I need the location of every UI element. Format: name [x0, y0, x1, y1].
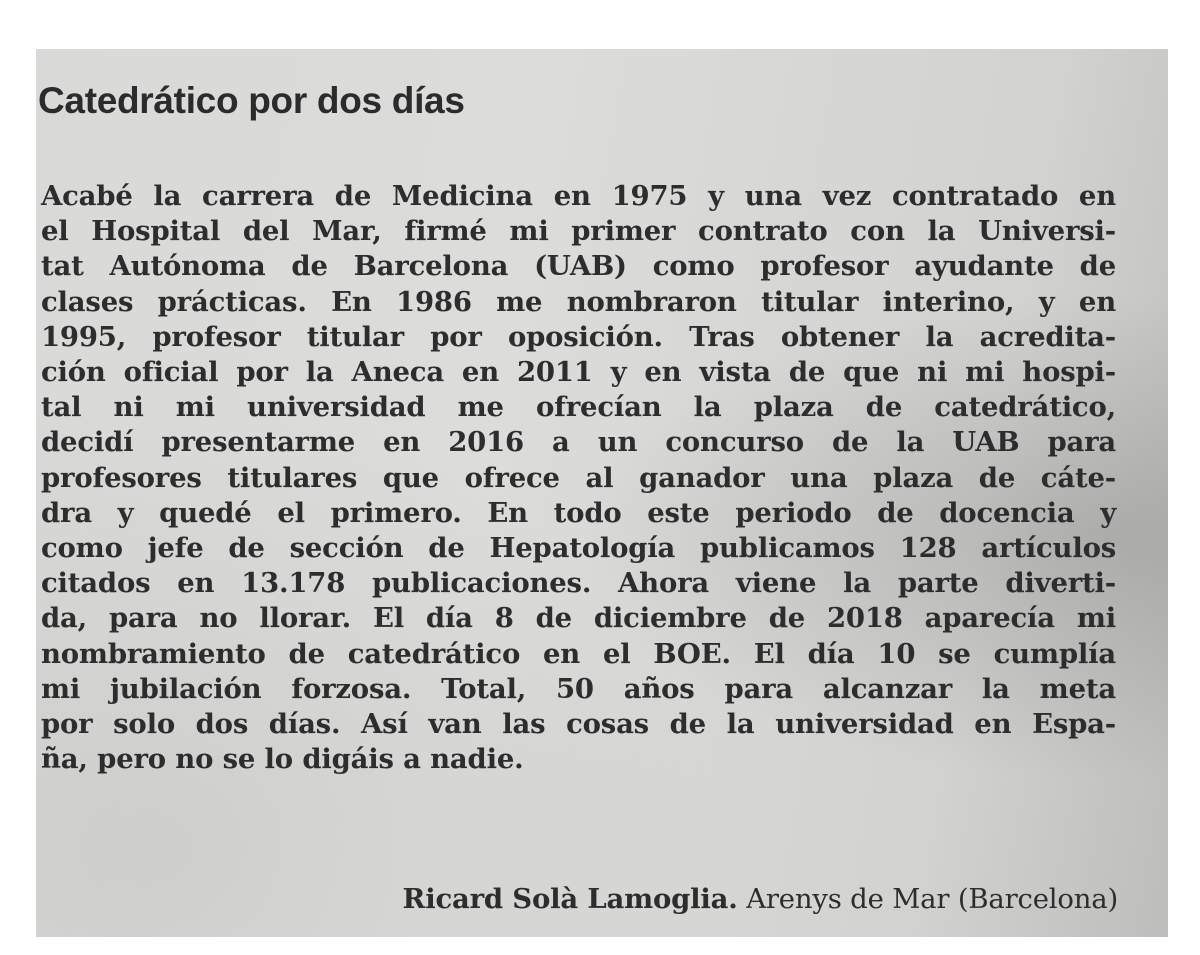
body-line: el Hospital del Mar, firmé mi primer contrato con la Universi- — [41, 215, 1116, 248]
letter-signature — [403, 883, 1118, 915]
newspaper-clipping — [36, 49, 1168, 937]
body-line: dra y quedé el primero. En todo este periodo de docencia y — [41, 496, 1116, 529]
body-line: mi jubilación forzosa. Total, 50 años para alcanzar la meta — [41, 672, 1116, 705]
body-line: decidí presentarme en 2016 a un concurso de la UAB para — [41, 426, 1116, 459]
body-line: nombramiento de catedrático en el BOE. El día 10 se cumplía — [41, 637, 1116, 670]
bleed-through-texture — [636, 57, 1156, 93]
body-line: profesores titulares que ofrece al ganador una plaza de cáte- — [41, 461, 1116, 494]
body-line: tat Autónoma de Barcelona (UAB) como profesor ayudante de — [41, 250, 1116, 283]
body-line: ción oficial por la Aneca en 2011 y en vista de que ni mi hospi- — [41, 356, 1116, 389]
signature-place: Arenys de Mar (Barcelona) — [746, 883, 1118, 915]
body-line: Acabé la carrera de Medicina en 1975 y una vez contratado en — [41, 180, 1116, 212]
article-body — [41, 179, 1116, 777]
body-line: como jefe de sección de Hepatología publicamos 128 artículos — [41, 532, 1116, 565]
body-line: tal ni mi universidad me ofrecían la plaza de catedrático, — [41, 391, 1116, 424]
body-line: 1995, profesor titular por oposición. Tras obtener la acredita- — [41, 320, 1116, 353]
body-line: por solo dos días. Así van las cosas de la universidad en Espa- — [41, 708, 1116, 741]
article-headline: Catedrático por dos días — [38, 80, 465, 121]
body-line: da, para no llorar. El día 8 de diciembre de 2018 aparecía mi — [41, 602, 1116, 635]
body-line-last: ña, pero no se lo digáis a nadie. — [41, 743, 524, 776]
body-line: citados en 13.178 publicaciones. Ahora viene la parte diverti- — [41, 567, 1116, 600]
signature-name: Ricard Solà Lamoglia. — [402, 883, 738, 915]
body-line: clases prácticas. En 1986 me nombraron titular interino, y en — [41, 285, 1116, 318]
